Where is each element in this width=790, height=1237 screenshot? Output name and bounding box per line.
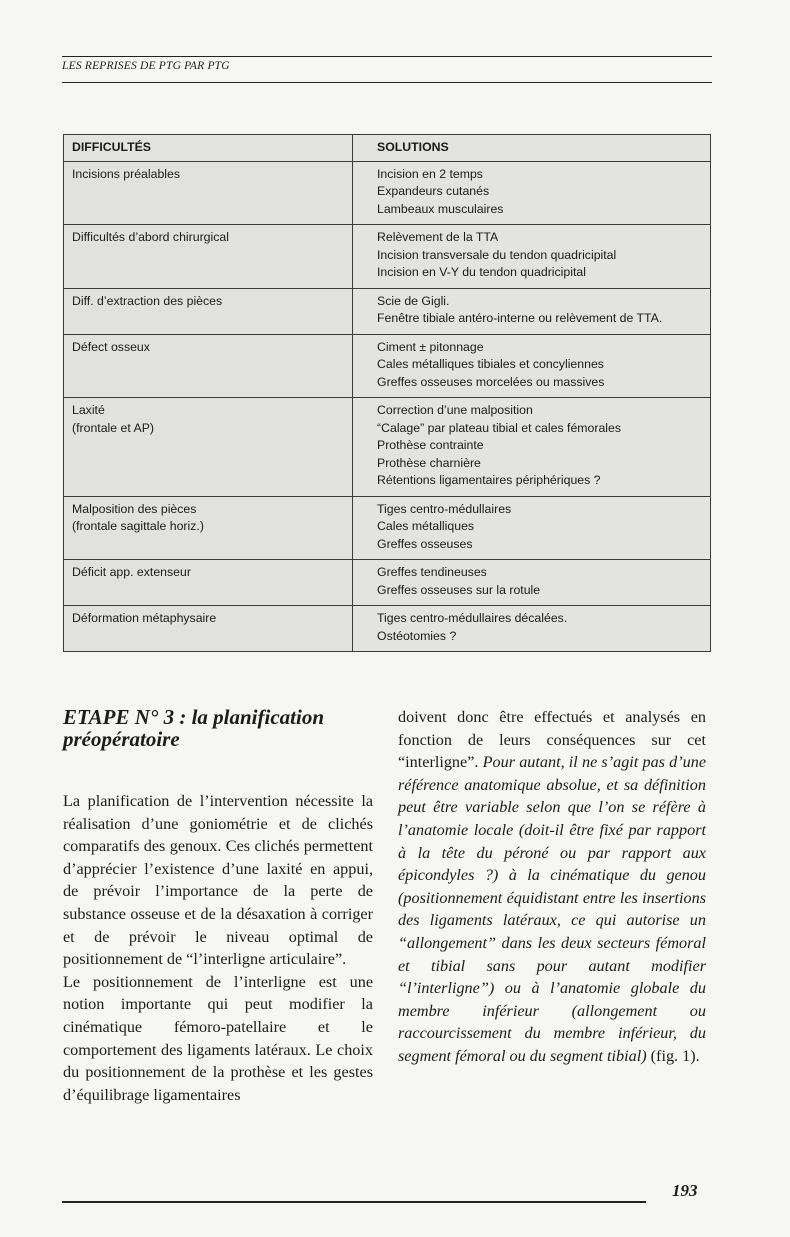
table-row <box>64 334 711 398</box>
solution-line: Ciment ± pitonnage <box>377 339 484 354</box>
difficulty-cell <box>64 334 353 398</box>
solution-cell <box>353 161 711 225</box>
difficulty-cell <box>64 560 353 606</box>
solution-line: Incision en V-Y du tendon quadricipital <box>377 265 586 279</box>
solution-line: Prothèse charnière <box>377 455 481 470</box>
left-column <box>63 706 373 1106</box>
running-header: LES REPRISES DE PTG PAR PTG <box>62 60 230 72</box>
difficulty-line: (frontale et AP) <box>72 420 155 435</box>
difficulty-cell <box>64 225 353 289</box>
solution-line: Greffes osseuses morcelées ou massives <box>377 374 605 389</box>
table-row <box>64 398 711 497</box>
difficulty-cell <box>64 398 353 497</box>
solution-cell <box>353 225 711 289</box>
header-top-rule <box>62 56 712 57</box>
solution-cell <box>353 334 711 398</box>
paragraph-3-italic: Pour autant, il ne s’agit pas d’une référence anatomique absolue, et sa définition peut être variable selon que l’on se réfère à l’anatomie locale (doit-il être fixé par rapport à la tête du péroné ou par rapport aux épicondyles ?) à la cinématique du genou (positionnement équidistant entre les insertions des ligaments latéraux, ce qui autorise un “allongement” dans les deux secteurs fémoral et tibial sans pour autant modifier “l’interligne”) ou à l’anatomie globale du membre inférieur (allongement ou raccourcissement du membre inférieur, du segment fémoral ou du segment tibial) <box>398 753 707 1065</box>
solution-line: Cales métalliques <box>377 519 475 533</box>
right-column <box>398 706 706 1068</box>
solution-line: Greffes osseuses sur la rotule <box>377 582 541 597</box>
table-row <box>64 606 711 652</box>
solution-line: Tiges centro-médullaires <box>377 501 512 516</box>
difficulty-line: Difficultés d’abord chirurgical <box>72 230 229 244</box>
solution-line: Incision transversale du tendon quadricipital <box>377 247 617 262</box>
page-number: 193 <box>672 1181 698 1200</box>
difficulty-line: (frontale sagittale horiz.) <box>72 519 204 533</box>
table-row <box>64 560 711 606</box>
difficulties-solutions-table <box>63 134 711 652</box>
solution-line: Relèvement de la TTA <box>377 230 499 244</box>
solution-line: Ostéotomies ? <box>377 628 457 643</box>
solutions-header: SOLUTIONS <box>353 135 711 162</box>
solution-line: Incision en 2 temps <box>377 166 483 181</box>
table-row <box>64 161 711 225</box>
difficulty-cell <box>64 288 353 334</box>
difficulty-line: Laxité <box>72 403 105 417</box>
paragraph-1: La planification de l’intervention nécessite la réalisation d’une goniométrie et de clichés comparatifs des genoux. Ces clichés permettent d’apprécier l’existence d’une laxité en appui, de prévoir l’importance de la perte de substance osseuse et de la désaxation à corriger et de prévoir le niveau optimal de positionnement de “l’interligne articulaire”. <box>63 792 373 969</box>
difficulty-line: Déformation métaphysaire <box>72 611 217 625</box>
difficulty-line: Malposition des pièces <box>72 501 197 516</box>
solution-cell <box>353 496 711 560</box>
difficulty-line: Diff. d’extraction des pièces <box>72 293 223 308</box>
solution-cell <box>353 560 711 606</box>
section-title: ETAPE N° 3 : la planification préopératoire <box>63 705 325 751</box>
solution-line: Fenêtre tibiale antéro-interne ou relèvement de TTA. <box>377 311 663 325</box>
difficulties-header: DIFFICULTÉS <box>64 135 353 162</box>
solution-cell <box>353 398 711 497</box>
table-header-row <box>64 135 711 162</box>
table-body <box>64 161 711 652</box>
paragraph-3 <box>398 706 706 1068</box>
paragraph-3-start: doivent donc être effectués et analysés en fonction de leurs conséquences sur cet “interligne”. <box>398 708 706 772</box>
solution-line: Tiges centro-médullaires décalées. <box>377 611 568 625</box>
solution-cell <box>353 288 711 334</box>
paragraph-2: Le positionnement de l’interligne est une notion importante qui peut modifier la cinématique fémoro-patellaire et le comportement des ligaments latéraux. Le choix du positionnement de la prothèse et les gestes d’équilibrage ligamentaires <box>63 972 373 1104</box>
solution-line: Expandeurs cutanés <box>377 184 490 198</box>
solution-line: Scie de Gigli. <box>377 293 450 308</box>
difficulty-cell <box>64 161 353 225</box>
header-bottom-rule <box>62 82 712 83</box>
difficulty-cell <box>64 606 353 652</box>
table-row <box>64 288 711 334</box>
solution-cell <box>353 606 711 652</box>
solution-line: “Calage” par plateau tibial et cales fémorales <box>377 420 622 435</box>
paragraph-3-end: (fig. 1). <box>646 1046 700 1065</box>
solution-line: Rétentions ligamentaires périphériques ? <box>377 473 601 487</box>
solution-line: Greffes tendineuses <box>377 565 487 579</box>
difficulty-line: Défect osseux <box>72 339 150 354</box>
solution-line: Lambeaux musculaires <box>377 201 504 216</box>
footer-rule <box>62 1201 646 1203</box>
difficulty-line: Déficit app. extenseur <box>72 565 191 579</box>
table-row <box>64 496 711 560</box>
solution-line: Correction d’une malposition <box>377 403 533 417</box>
solution-line: Prothèse contrainte <box>377 438 484 452</box>
difficulty-line: Incisions préalables <box>72 166 181 181</box>
table-row <box>64 225 711 289</box>
solution-line: Cales métalliques tibiales et concyliennes <box>377 357 604 371</box>
difficulty-cell <box>64 496 353 560</box>
solution-line: Greffes osseuses <box>377 536 473 551</box>
